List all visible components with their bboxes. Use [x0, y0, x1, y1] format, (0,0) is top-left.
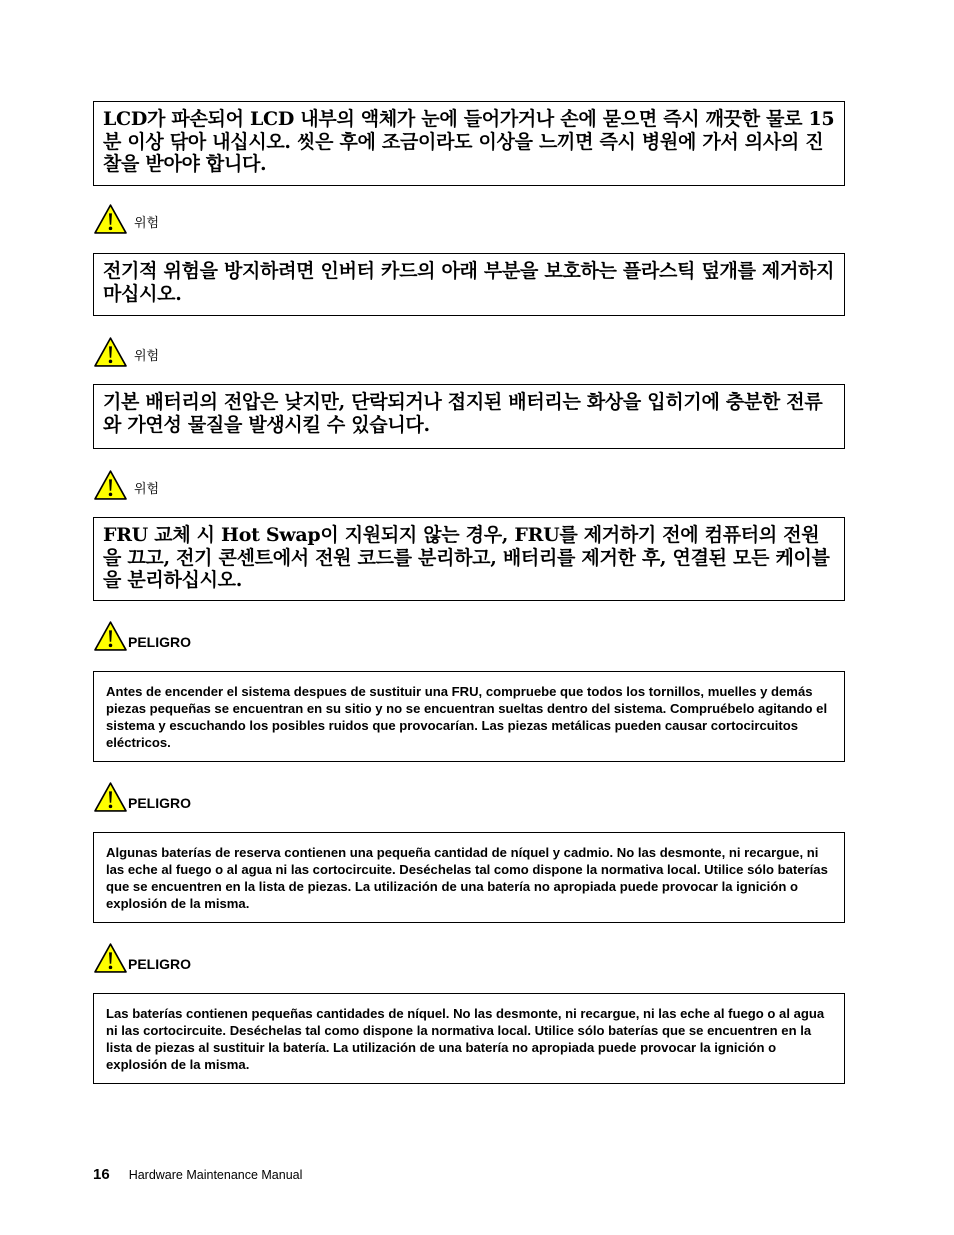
- danger-label-text: 위험: [134, 482, 160, 497]
- notice-box-fru: [93, 517, 845, 601]
- peligro-label-text: PELIGRO: [128, 955, 192, 972]
- notice-text: Algunas baterías de reserva contienen una pequeña cantidad de níquel y cadmio. No las desmonte, ni recargue, ni las eche al fuego o al agua ni las cortocircuite. Deséchelas tal como dispone la normativa local. Utilice sólo baterías que se encuentren en la lista de piezas. La utilización de una batería no apropiada puede provocar la ignición o explosión de la misma.: [106, 845, 828, 911]
- peligro-label-text: PELIGRO: [128, 794, 192, 811]
- notice-box-fru-es: [93, 671, 845, 762]
- warning-triangle-icon: [94, 336, 127, 367]
- page-footer: [93, 1166, 302, 1183]
- peligro-label-text: PELIGRO: [128, 633, 192, 650]
- peligro-label: [94, 781, 191, 812]
- manual-title: Hardware Maintenance Manual: [128, 1168, 303, 1182]
- notice-box-nickel-es: [93, 993, 845, 1084]
- warning-triangle-icon: [94, 620, 127, 651]
- notice-box-battery: [93, 384, 845, 449]
- notice-box-inverter: [93, 253, 845, 316]
- danger-label-text: 위험: [134, 349, 160, 364]
- notice-box-lcd: [93, 101, 845, 186]
- page-number: 16: [93, 1166, 110, 1183]
- notice-text: 전기적 위험을 방지하려면 인버터 카드의 아래 부분을 보호하는 플라스틱 덮개를 제거하지 마십시오.: [103, 260, 835, 305]
- danger-label-text: 위험: [134, 216, 160, 231]
- warning-triangle-icon: [94, 942, 127, 973]
- danger-label: [94, 469, 159, 500]
- peligro-label: [94, 620, 191, 651]
- notice-text: Las baterías contienen pequeñas cantidades de níquel. No las desmonte, ni recargue, ni las eche al fuego o al agua ni las cortocircuite. Deséchelas tal como dispone la normativa local. Utilice sólo baterías que se encuentren en la lista de piezas al sustituir la batería. La utilización de una batería no apropiada puede provocar la ignición o explosión de la misma.: [106, 1006, 825, 1072]
- peligro-label: [94, 942, 191, 973]
- warning-triangle-icon: [94, 781, 127, 812]
- warning-triangle-icon: [94, 203, 127, 234]
- danger-label: [94, 336, 159, 367]
- danger-label: [94, 203, 159, 234]
- notice-box-nicad-es: [93, 832, 845, 923]
- warning-triangle-icon: [94, 469, 127, 500]
- notice-text: Antes de encender el sistema despues de sustituir una FRU, compruebe que todos los tornillos, muelles y demás piezas pequeñas se encuentran en su sitio y no se encuentran sueltas dentro del sistema. Compruébelo agitando el sistema y escuchando los posibles ruidos que provocarían. Las piezas metálicas pueden causar cortocircuitos eléctricos.: [106, 684, 828, 750]
- notice-text: 기본 배터리의 전압은 낮지만, 단락되거나 접지된 배터리는 화상을 입히기에 충분한 전류와 가연성 물질을 발생시킬 수 있습니다.: [103, 391, 823, 436]
- notice-text: FRU 교체 시 Hot Swap이 지원되지 않는 경우, FRU를 제거하기 전에 컴퓨터의 전원을 끄고, 전기 콘센트에서 전원 코드를 분리하고, 배터리를 제거한 후, 연결된 모든 케이블을 분리하십시오.: [103, 524, 830, 591]
- notice-text: LCD가 파손되어 LCD 내부의 액체가 눈에 들어가거나 손에 묻으면 즉시 깨끗한 물로 15분 이상 닦아 내십시오. 씻은 후에 조금이라도 이상을 느끼면 즉시 병원에 가서 의사의 진찰을 받아야 합니다.: [103, 108, 835, 175]
